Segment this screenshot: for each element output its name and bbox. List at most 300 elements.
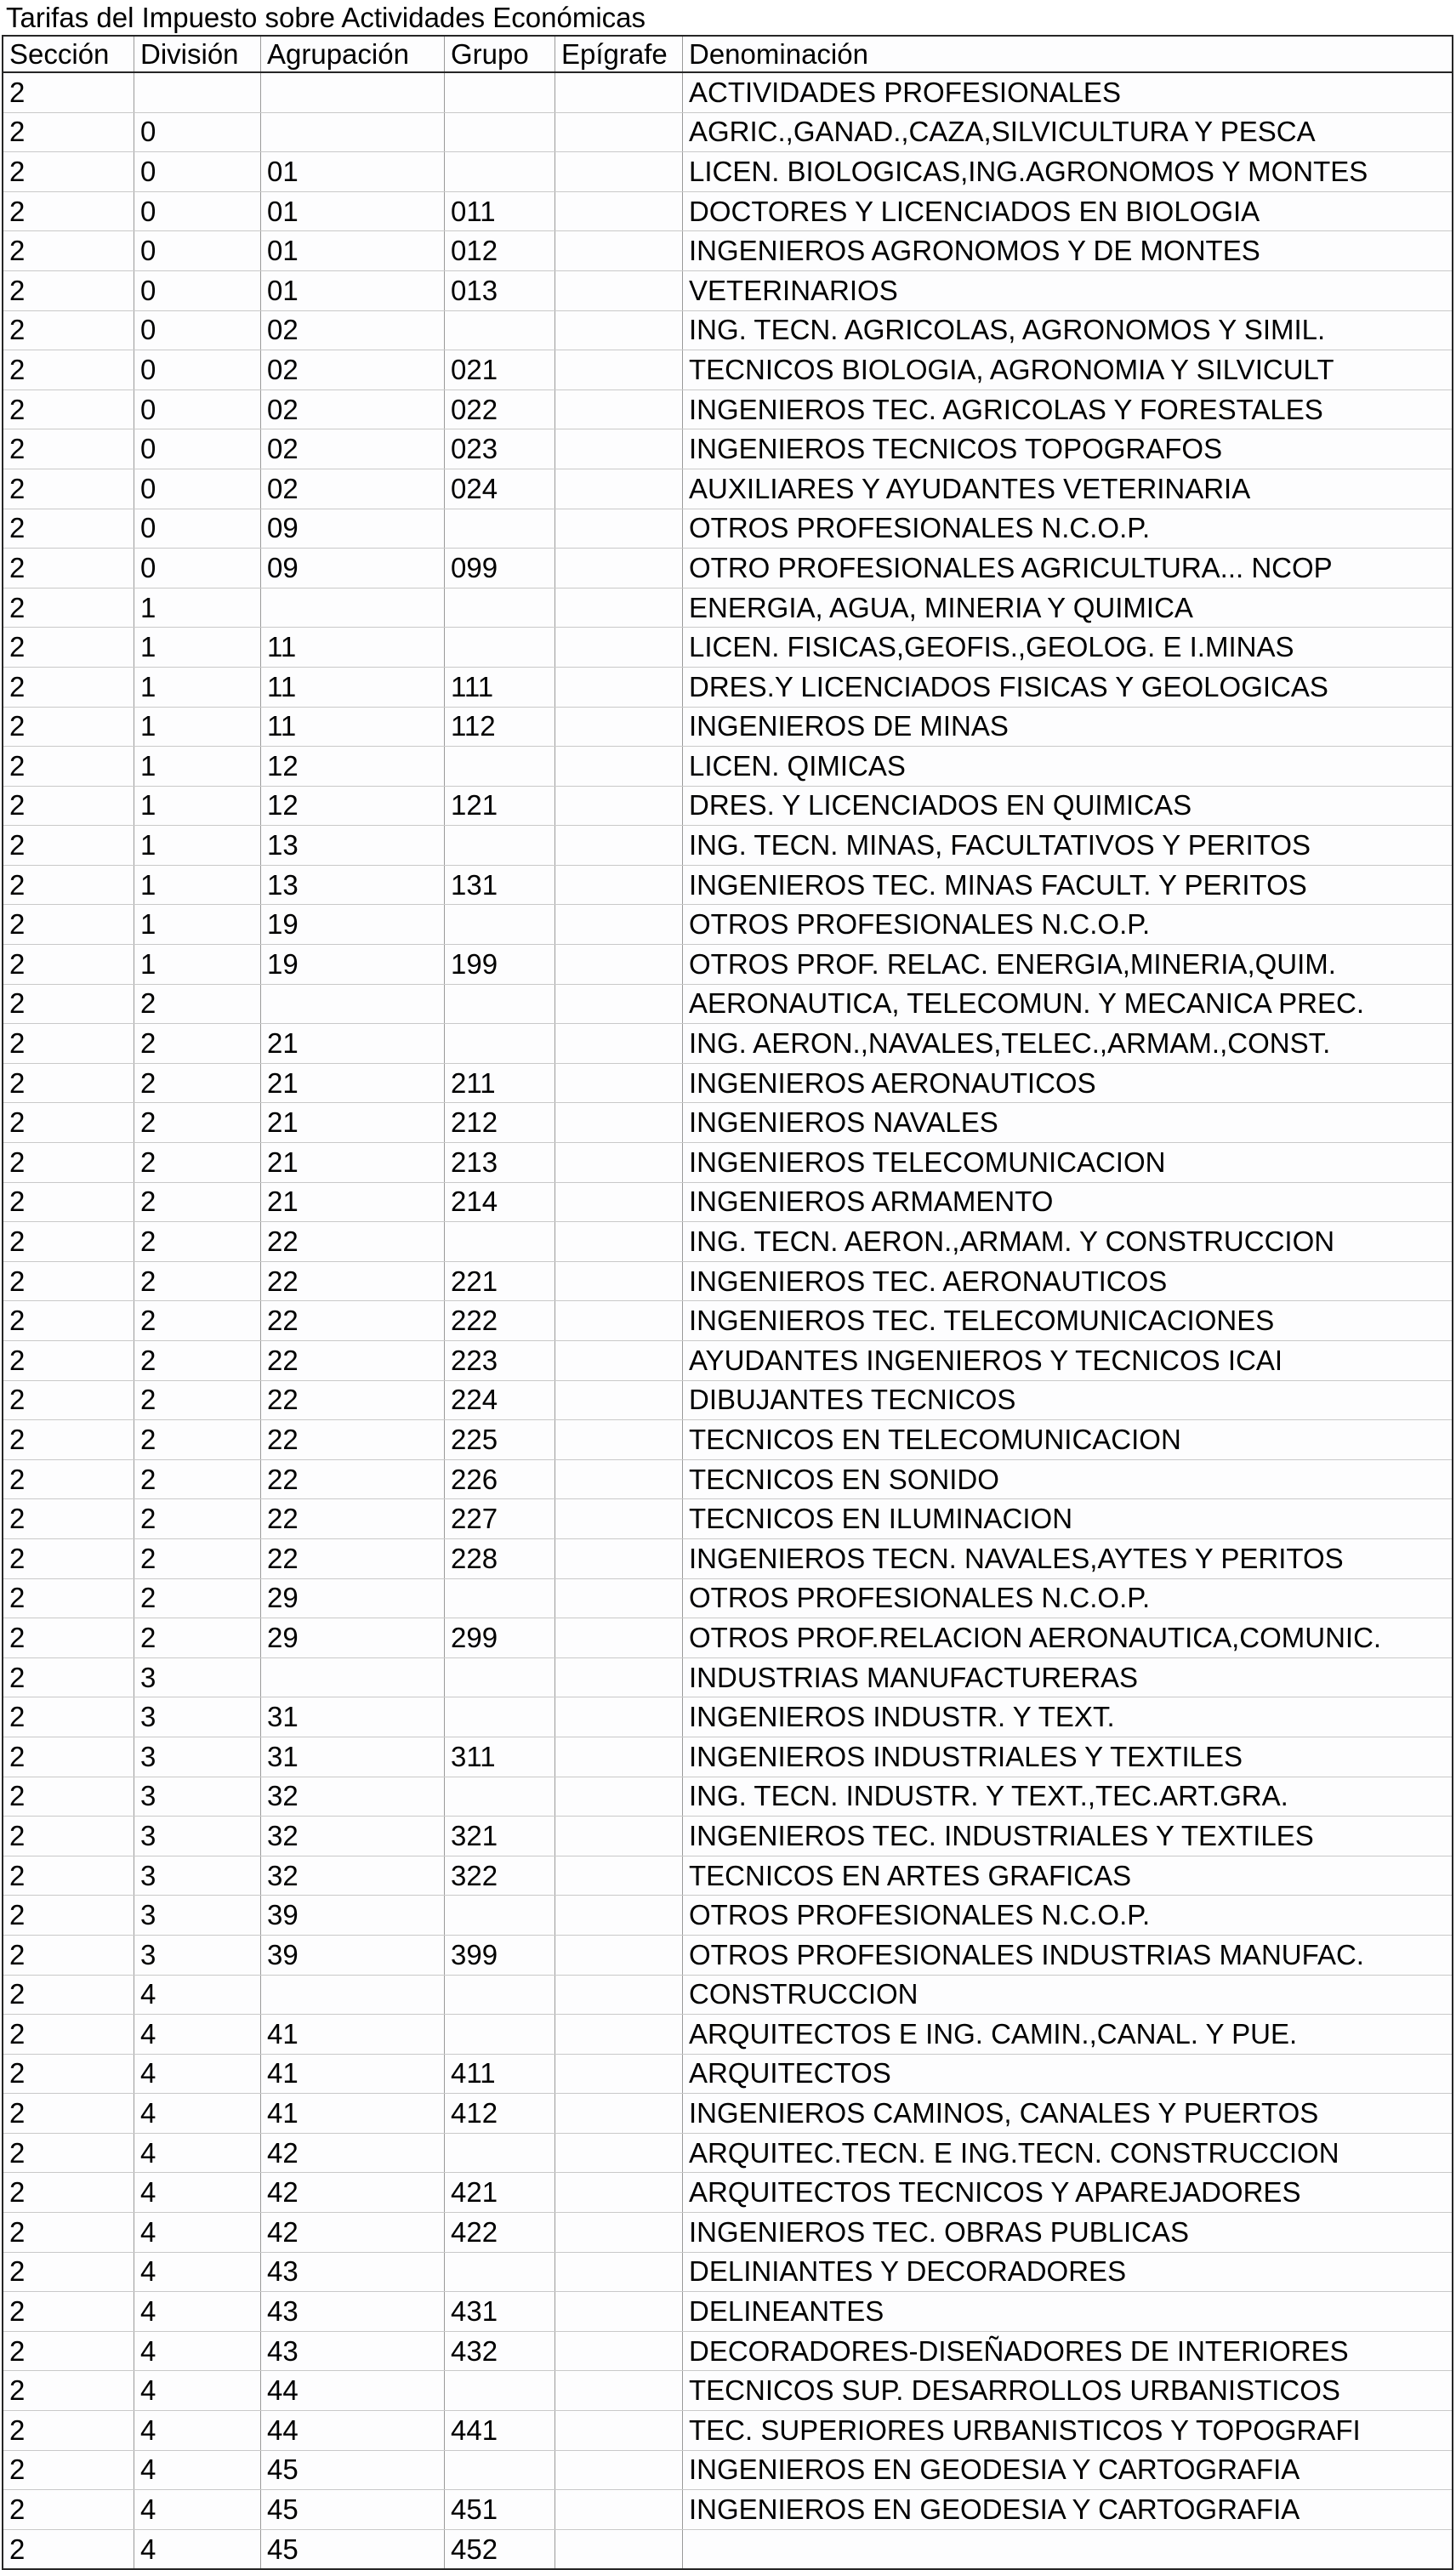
cell-grupo: 452 [444, 2530, 555, 2569]
cell-seccion: 2 [9, 631, 26, 663]
cell-denominacion: DELINIANTES Y DECORADORES [682, 2253, 1452, 2292]
cell-division: 2 [134, 1103, 260, 1142]
table-row [3, 1578, 1452, 1618]
cell-seccion: 2 [9, 551, 26, 583]
cell-grupo: 421 [444, 2173, 555, 2212]
cell-denominacion: ARQUITECTOS [682, 2055, 1452, 2094]
cell-denominacion: INGENIEROS TEC. AERONAUTICOS [682, 1262, 1452, 1301]
cell-agrupacion: 01 [260, 231, 444, 270]
cell-seccion: 2 [9, 512, 26, 544]
cell-seccion: 2 [9, 1582, 26, 1614]
cell-agrupacion: 44 [260, 2411, 444, 2450]
cell-grupo: 199 [444, 945, 555, 984]
table-row [3, 2529, 1452, 2569]
table-row [3, 112, 1452, 152]
table-row [3, 1102, 1452, 1142]
cell-seccion: 2 [9, 1463, 26, 1495]
cell-seccion: 2 [9, 1503, 26, 1535]
cell-agrupacion: 45 [260, 2530, 444, 2569]
cell-agrupacion: 09 [260, 509, 444, 549]
cell-grupo: 099 [444, 549, 555, 588]
cell-epigrafe [555, 1697, 682, 1737]
cell-seccion: 2 [9, 1701, 26, 1733]
table-row [3, 1856, 1452, 1896]
cell-denominacion: INDUSTRIAS MANUFACTURERAS [682, 1658, 1452, 1697]
cell-seccion: 2 [9, 2097, 26, 2129]
cell-agrupacion: 01 [260, 192, 444, 231]
cell-agrupacion [260, 73, 444, 112]
cell-agrupacion: 13 [260, 826, 444, 865]
table-row [3, 2291, 1452, 2331]
table-row [3, 707, 1452, 747]
table-row [3, 1816, 1452, 1856]
table-row [3, 1300, 1452, 1340]
cell-grupo [444, 1579, 555, 1618]
cell-grupo: 012 [444, 231, 555, 270]
table-row [3, 1737, 1452, 1777]
cell-seccion: 2 [9, 1146, 26, 1178]
cell-agrupacion: 45 [260, 2451, 444, 2490]
cell-grupo: 212 [444, 1103, 555, 1142]
cell-agrupacion: 41 [260, 2094, 444, 2133]
cell-denominacion: INGENIEROS INDUSTRIALES Y TEXTILES [682, 1737, 1452, 1777]
cell-division: 2 [134, 1222, 260, 1261]
cell-agrupacion: 02 [260, 429, 444, 469]
cell-seccion: 2 [9, 2057, 26, 2090]
cell-epigrafe [555, 1817, 682, 1856]
table-row [3, 944, 1452, 984]
cell-division: 0 [134, 509, 260, 549]
table-header [3, 37, 1452, 73]
cell-seccion: 2 [9, 1185, 26, 1218]
cell-agrupacion: 22 [260, 1539, 444, 1578]
cell-division: 4 [134, 2253, 260, 2292]
table-row [3, 2212, 1452, 2252]
cell-division: 3 [134, 1896, 260, 1935]
cell-denominacion: INGENIEROS INDUSTR. Y TEXT. [682, 1697, 1452, 1737]
cell-division: 4 [134, 2332, 260, 2371]
cell-agrupacion: 01 [260, 152, 444, 191]
cell-denominacion: DRES. Y LICENCIADOS EN QUIMICAS [682, 787, 1452, 826]
table-row [3, 1340, 1452, 1380]
cell-division: 4 [134, 2015, 260, 2054]
cell-epigrafe [555, 2411, 682, 2450]
cell-epigrafe [555, 2055, 682, 2094]
cell-denominacion: TECNICOS EN SONIDO [682, 1460, 1452, 1499]
cell-denominacion: TEC. SUPERIORES URBANISTICOS Y TOPOGRAFI [682, 2411, 1452, 2450]
cell-agrupacion: 42 [260, 2134, 444, 2173]
cell-epigrafe [555, 866, 682, 905]
table-row [3, 509, 1452, 549]
cell-division: 1 [134, 945, 260, 984]
cell-epigrafe [555, 390, 682, 429]
cell-division: 3 [134, 1777, 260, 1817]
cell-denominacion: INGENIEROS TECNICOS TOPOGRAFOS [682, 429, 1452, 469]
table-row [3, 230, 1452, 270]
cell-epigrafe [555, 2094, 682, 2133]
table-row [3, 667, 1452, 707]
cell-division: 1 [134, 668, 260, 707]
cell-agrupacion: 19 [260, 905, 444, 944]
column-header-epigrafe: Epígrafe [555, 37, 682, 71]
table-row [3, 1142, 1452, 1182]
cell-grupo [444, 113, 555, 152]
cell-seccion: 2 [9, 393, 26, 425]
table-row [3, 865, 1452, 905]
cell-epigrafe [555, 1301, 682, 1340]
cell-epigrafe [555, 826, 682, 865]
cell-denominacion: TECNICOS BIOLOGIA, AGRONOMIA Y SILVICULT [682, 350, 1452, 389]
table-row [3, 1935, 1452, 1975]
table-row [3, 2410, 1452, 2450]
cell-grupo: 021 [444, 350, 555, 389]
cell-denominacion: ING. TECN. MINAS, FACULTATIVOS Y PERITOS [682, 826, 1452, 865]
cell-grupo [444, 311, 555, 350]
cell-division: 4 [134, 2411, 260, 2450]
cell-denominacion: ARQUITEC.TECN. E ING.TECN. CONSTRUCCION [682, 2134, 1452, 2173]
cell-agrupacion: 22 [260, 1460, 444, 1499]
cell-grupo [444, 1658, 555, 1697]
cell-grupo [444, 2371, 555, 2410]
cell-division: 2 [134, 1420, 260, 1459]
table-row [3, 2450, 1452, 2490]
cell-division: 1 [134, 787, 260, 826]
column-header-division: División [134, 37, 260, 71]
table-row [3, 1023, 1452, 1063]
cell-agrupacion: 22 [260, 1301, 444, 1340]
cell-grupo [444, 1976, 555, 2015]
cell-epigrafe [555, 1262, 682, 1301]
table-row [3, 1419, 1452, 1459]
table-row [3, 310, 1452, 350]
cell-denominacion: DOCTORES Y LICENCIADOS EN BIOLOGIA [682, 192, 1452, 231]
table-row [3, 2252, 1452, 2292]
cell-epigrafe [555, 2530, 682, 2569]
cell-agrupacion: 43 [260, 2253, 444, 2292]
table-row [3, 1459, 1452, 1499]
table-row [3, 270, 1452, 310]
table-row [3, 2331, 1452, 2371]
cell-seccion: 2 [9, 2453, 26, 2486]
cell-agrupacion: 22 [260, 1262, 444, 1301]
cell-agrupacion: 39 [260, 1896, 444, 1935]
cell-epigrafe [555, 1064, 682, 1103]
cell-division: 0 [134, 192, 260, 231]
cell-denominacion: INGENIEROS TEC. INDUSTRIALES Y TEXTILES [682, 1817, 1452, 1856]
cell-grupo: 213 [444, 1143, 555, 1182]
cell-division: 0 [134, 469, 260, 509]
cell-seccion: 2 [9, 670, 26, 702]
cell-seccion: 2 [9, 2493, 26, 2526]
cell-epigrafe [555, 2292, 682, 2331]
cell-seccion: 2 [9, 2255, 26, 2288]
cell-epigrafe [555, 2173, 682, 2212]
cell-grupo: 022 [444, 390, 555, 429]
cell-grupo: 111 [444, 668, 555, 707]
cell-seccion: 2 [9, 1819, 26, 1851]
cell-division: 4 [134, 2490, 260, 2529]
cell-division: 4 [134, 2371, 260, 2410]
cell-seccion: 2 [9, 829, 26, 861]
cell-epigrafe [555, 2134, 682, 2173]
cell-denominacion: AERONAUTICA, TELECOMUN. Y MECANICA PREC. [682, 985, 1452, 1024]
cell-seccion: 2 [9, 2176, 26, 2209]
cell-grupo: 432 [444, 2332, 555, 2371]
cell-epigrafe [555, 2332, 682, 2371]
table-row [3, 151, 1452, 191]
cell-epigrafe [555, 1618, 682, 1657]
cell-seccion: 2 [9, 1344, 26, 1376]
table-row [3, 746, 1452, 786]
cell-agrupacion: 29 [260, 1618, 444, 1657]
cell-seccion: 2 [9, 1780, 26, 1812]
cell-grupo: 023 [444, 429, 555, 469]
table-row [3, 1380, 1452, 1420]
cell-denominacion: OTROS PROFESIONALES N.C.O.P. [682, 1896, 1452, 1935]
cell-denominacion: ARQUITECTOS E ING. CAMIN.,CANAL. Y PUE. [682, 2015, 1452, 2054]
cell-agrupacion: 32 [260, 1817, 444, 1856]
cell-agrupacion: 42 [260, 2173, 444, 2212]
table-row [3, 2133, 1452, 2173]
cell-division: 2 [134, 1460, 260, 1499]
table-row [3, 1895, 1452, 1935]
cell-denominacion: INGENIEROS TEC. MINAS FACULT. Y PERITOS [682, 866, 1452, 905]
cell-grupo: 441 [444, 2411, 555, 2450]
cell-division: 3 [134, 1697, 260, 1737]
cell-epigrafe [555, 192, 682, 231]
cell-seccion: 2 [9, 1740, 26, 1772]
cell-epigrafe [555, 2371, 682, 2410]
table-row [3, 350, 1452, 389]
table-row [3, 1498, 1452, 1538]
cell-grupo: 412 [444, 2094, 555, 2133]
cell-denominacion: TECNICOS EN ARTES GRAFICAS [682, 1856, 1452, 1896]
cell-epigrafe [555, 509, 682, 549]
cell-denominacion: OTROS PROFESIONALES INDUSTRIAS MANUFAC. [682, 1936, 1452, 1975]
cell-seccion: 2 [9, 76, 26, 108]
cell-denominacion: OTROS PROF. RELAC. ENERGIA,MINERIA,QUIM. [682, 945, 1452, 984]
column-header-seccion: Sección [9, 37, 110, 70]
cell-agrupacion: 02 [260, 350, 444, 389]
cell-agrupacion: 43 [260, 2332, 444, 2371]
cell-epigrafe [555, 747, 682, 786]
cell-grupo: 013 [444, 271, 555, 310]
cell-epigrafe [555, 2015, 682, 2054]
cell-grupo: 112 [444, 708, 555, 747]
cell-seccion: 2 [9, 1621, 26, 1653]
cell-denominacion: INGENIEROS CAMINOS, CANALES Y PUERTOS [682, 2094, 1452, 2133]
cell-agrupacion: 19 [260, 945, 444, 984]
cell-division: 1 [134, 708, 260, 747]
cell-agrupacion: 13 [260, 866, 444, 905]
table-row [3, 1618, 1452, 1657]
cell-grupo: 024 [444, 469, 555, 509]
cell-agrupacion: 44 [260, 2371, 444, 2410]
cell-agrupacion: 31 [260, 1697, 444, 1737]
cell-grupo: 121 [444, 787, 555, 826]
column-header-denominacion: Denominación [682, 37, 1452, 71]
cell-grupo: 222 [444, 1301, 555, 1340]
cell-denominacion: ING. AERON.,NAVALES,TELEC.,ARMAM.,CONST. [682, 1024, 1452, 1063]
cell-epigrafe [555, 1499, 682, 1538]
cell-agrupacion [260, 1976, 444, 2015]
cell-seccion: 2 [9, 2334, 26, 2367]
cell-seccion: 2 [9, 710, 26, 742]
cell-agrupacion: 45 [260, 2490, 444, 2529]
cell-seccion: 2 [9, 195, 26, 227]
cell-agrupacion: 41 [260, 2015, 444, 2054]
cell-seccion: 2 [9, 472, 26, 504]
cell-epigrafe [555, 1341, 682, 1380]
cell-epigrafe [555, 1936, 682, 1975]
cell-agrupacion [260, 985, 444, 1024]
cell-seccion: 2 [9, 908, 26, 941]
cell-division: 4 [134, 2213, 260, 2252]
table-row [3, 588, 1452, 628]
cell-agrupacion: 42 [260, 2213, 444, 2252]
cell-denominacion: VETERINARIOS [682, 271, 1452, 310]
cell-division: 1 [134, 866, 260, 905]
table-row [3, 389, 1452, 429]
cell-grupo: 223 [444, 1341, 555, 1380]
cell-denominacion: INGENIEROS ARMAMENTO [682, 1183, 1452, 1222]
cell-epigrafe [555, 2490, 682, 2529]
cell-epigrafe [555, 1460, 682, 1499]
cell-grupo [444, 2015, 555, 2054]
cell-denominacion: TECNICOS EN TELECOMUNICACION [682, 1420, 1452, 1459]
cell-grupo: 228 [444, 1539, 555, 1578]
cell-agrupacion: 29 [260, 1579, 444, 1618]
cell-seccion: 2 [9, 235, 26, 267]
cell-epigrafe [555, 2253, 682, 2292]
cell-grupo: 221 [444, 1262, 555, 1301]
cell-seccion: 2 [9, 1066, 26, 1099]
cell-agrupacion: 32 [260, 1856, 444, 1896]
cell-seccion: 2 [9, 1305, 26, 1337]
cell-grupo [444, 152, 555, 191]
cell-denominacion: OTROS PROFESIONALES N.C.O.P. [682, 509, 1452, 549]
cell-seccion: 2 [9, 2136, 26, 2169]
cell-denominacion: ARQUITECTOS TECNICOS Y APAREJADORES [682, 2173, 1452, 2212]
cell-grupo [444, 1024, 555, 1063]
table-row [3, 1221, 1452, 1261]
cell-division: 3 [134, 1658, 260, 1697]
cell-agrupacion [260, 588, 444, 628]
cell-grupo: 399 [444, 1936, 555, 1975]
cell-agrupacion: 21 [260, 1024, 444, 1063]
cell-denominacion: INGENIEROS TEC. AGRICOLAS Y FORESTALES [682, 390, 1452, 429]
cell-grupo [444, 2134, 555, 2173]
cell-division: 1 [134, 628, 260, 667]
table-row [3, 627, 1452, 667]
table-row [3, 2172, 1452, 2212]
cell-grupo: 225 [444, 1420, 555, 1459]
cell-agrupacion: 32 [260, 1777, 444, 1817]
table-row [3, 469, 1452, 509]
cell-epigrafe [555, 985, 682, 1024]
cell-division: 1 [134, 747, 260, 786]
cell-denominacion: INGENIEROS DE MINAS [682, 708, 1452, 747]
cell-seccion: 2 [9, 789, 26, 822]
cell-agrupacion: 22 [260, 1341, 444, 1380]
cell-grupo [444, 2253, 555, 2292]
cell-division: 0 [134, 429, 260, 469]
cell-grupo: 311 [444, 1737, 555, 1777]
table-row [3, 904, 1452, 944]
cell-epigrafe [555, 1737, 682, 1777]
cell-grupo: 224 [444, 1381, 555, 1420]
table-row [3, 1538, 1452, 1578]
table-row [3, 1697, 1452, 1737]
cell-epigrafe [555, 1896, 682, 1935]
cell-division: 2 [134, 1301, 260, 1340]
cell-seccion: 2 [9, 2215, 26, 2248]
cell-seccion: 2 [9, 116, 26, 148]
cell-epigrafe [555, 1976, 682, 2015]
cell-grupo: 131 [444, 866, 555, 905]
cell-epigrafe [555, 945, 682, 984]
cell-denominacion: OTRO PROFESIONALES AGRICULTURA... NCOP [682, 549, 1452, 588]
cell-agrupacion: 22 [260, 1499, 444, 1538]
cell-seccion: 2 [9, 1899, 26, 1931]
cell-division: 4 [134, 2451, 260, 2490]
cell-grupo: 411 [444, 2055, 555, 2094]
cell-division: 1 [134, 826, 260, 865]
cell-denominacion: DELINEANTES [682, 2292, 1452, 2331]
cell-division: 2 [134, 1143, 260, 1182]
cell-seccion: 2 [9, 987, 26, 1020]
cell-agrupacion: 22 [260, 1222, 444, 1261]
cell-agrupacion: 09 [260, 549, 444, 588]
cell-denominacion: OTROS PROF.RELACION AERONAUTICA,COMUNIC. [682, 1618, 1452, 1657]
cell-epigrafe [555, 1143, 682, 1182]
cell-agrupacion: 12 [260, 787, 444, 826]
cell-denominacion: INGENIEROS AERONAUTICOS [682, 1064, 1452, 1103]
cell-epigrafe [555, 1183, 682, 1222]
cell-seccion: 2 [9, 1265, 26, 1297]
cell-division: 2 [134, 1262, 260, 1301]
cell-division: 3 [134, 1817, 260, 1856]
table-row [3, 1182, 1452, 1222]
cell-denominacion: INGENIEROS AGRONOMOS Y DE MONTES [682, 231, 1452, 270]
cell-division: 0 [134, 549, 260, 588]
table-row [3, 2489, 1452, 2529]
cell-epigrafe [555, 787, 682, 826]
cell-epigrafe [555, 2451, 682, 2490]
cell-epigrafe [555, 311, 682, 350]
cell-grupo [444, 1777, 555, 1817]
table-row [3, 73, 1452, 112]
cell-division: 0 [134, 231, 260, 270]
cell-agrupacion: 11 [260, 668, 444, 707]
cell-division: 1 [134, 588, 260, 628]
cell-grupo: 431 [444, 2292, 555, 2331]
cell-seccion: 2 [9, 155, 26, 187]
cell-grupo: 214 [444, 1183, 555, 1222]
cell-denominacion: AUXILIARES Y AYUDANTES VETERINARIA [682, 469, 1452, 509]
cell-epigrafe [555, 271, 682, 310]
cell-epigrafe [555, 1777, 682, 1817]
cell-division: 4 [134, 1976, 260, 2015]
cell-agrupacion: 21 [260, 1143, 444, 1182]
table-row [3, 1975, 1452, 2015]
cell-division: 0 [134, 113, 260, 152]
cell-division: 4 [134, 2094, 260, 2133]
cell-denominacion: INGENIEROS TEC. OBRAS PUBLICAS [682, 2213, 1452, 2252]
cell-epigrafe [555, 1103, 682, 1142]
cell-epigrafe [555, 469, 682, 509]
cell-agrupacion: 41 [260, 2055, 444, 2094]
